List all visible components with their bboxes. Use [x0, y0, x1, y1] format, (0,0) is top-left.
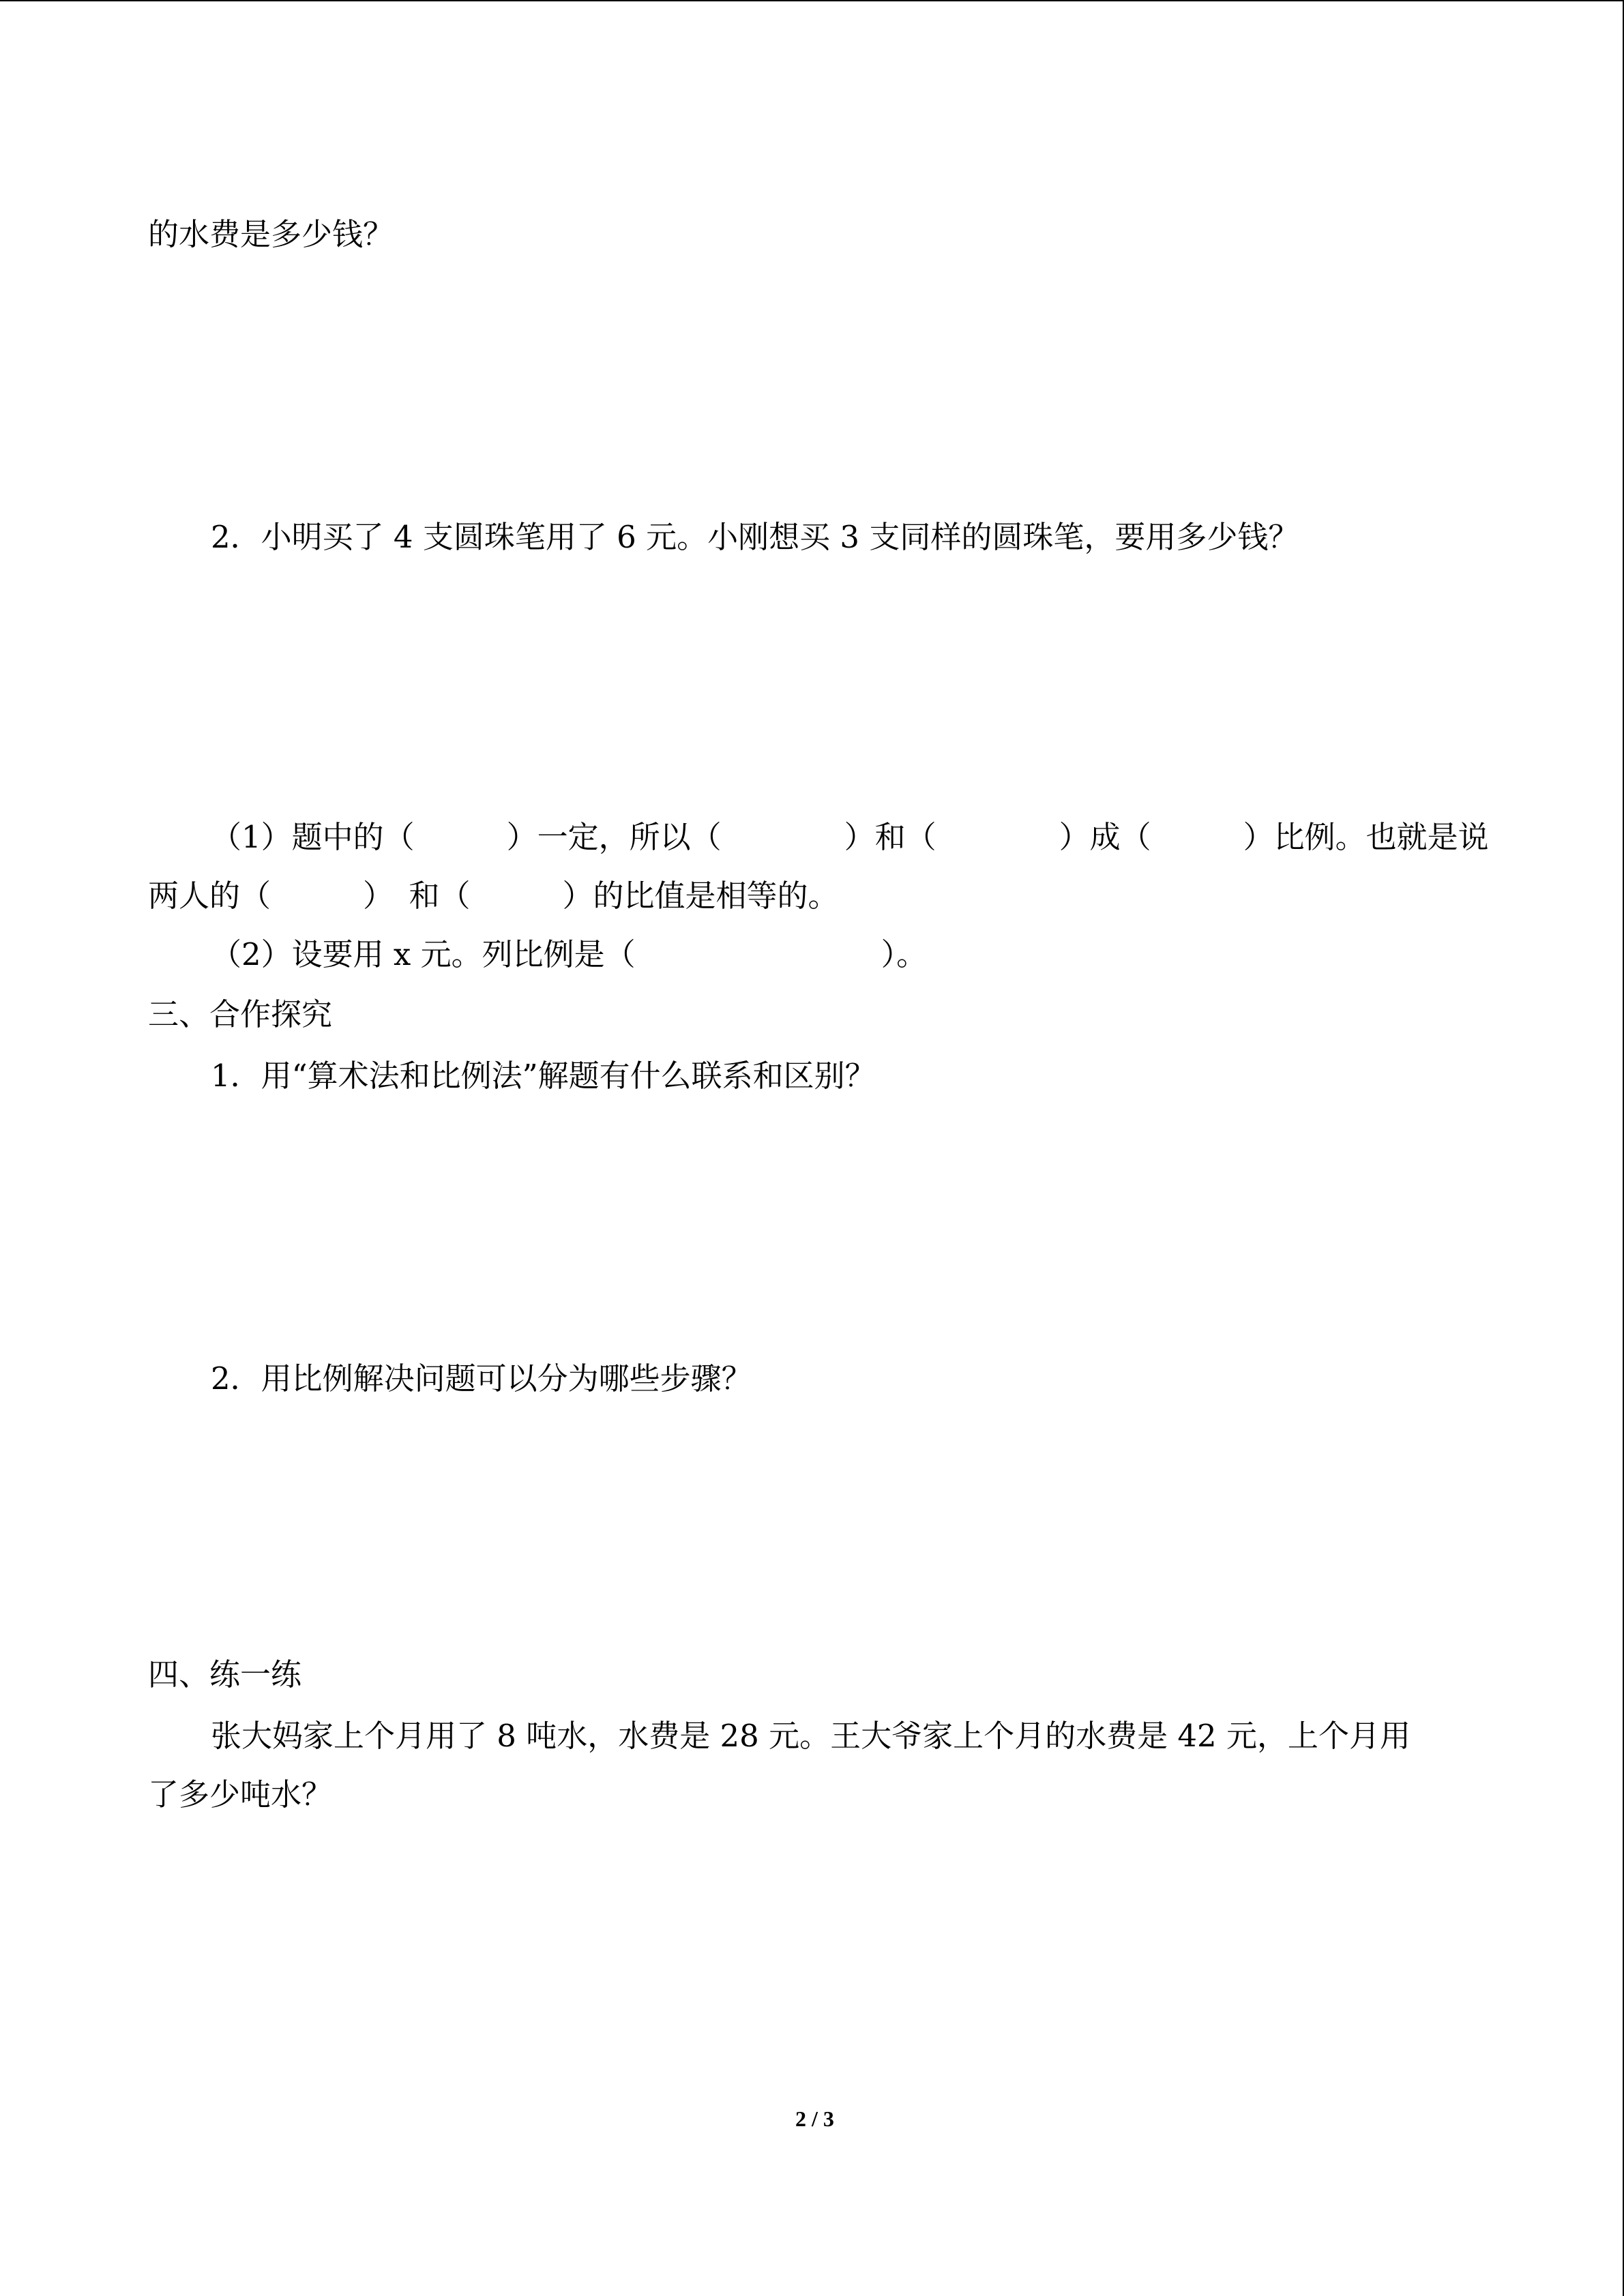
section-4-heading: 四、练一练 — [148, 1656, 302, 1693]
fill-blank-1-line-1: （1）题中的（ ）一定，所以（ ）和（ ）成（ ）比例。也就是说 — [211, 819, 1489, 855]
fill-blank-2: （2）设要用 x 元。列比例是（ ）。 — [211, 936, 928, 972]
question-2-text: 2．小明买了 4 支圆珠笔用了 6 元。小刚想买 3 支同样的圆珠笔，要用多少钱？ — [211, 519, 1299, 555]
page-number: 2 / 3 — [795, 2106, 834, 2131]
practice-question-line-2: 了多少吨水？ — [148, 1776, 333, 1813]
section-3-question-1: 1．用“算术法和比例法”解题有什么联系和区别？ — [211, 1058, 876, 1094]
fill-blank-1-line-2: 两人的（ ） 和（ ）的比值是相等的。 — [148, 878, 839, 914]
question-continuation: 的水费是多少钱？ — [148, 216, 394, 252]
practice-question-line-1: 张大妈家上个月用了 8 吨水，水费是 28 元。王大爷家上个月的水费是 42 元，上个月用 — [211, 1718, 1411, 1754]
section-3-heading: 三、合作探究 — [148, 996, 333, 1032]
section-3-question-2: 2．用比例解决问题可以分为哪些步骤？ — [211, 1360, 752, 1397]
